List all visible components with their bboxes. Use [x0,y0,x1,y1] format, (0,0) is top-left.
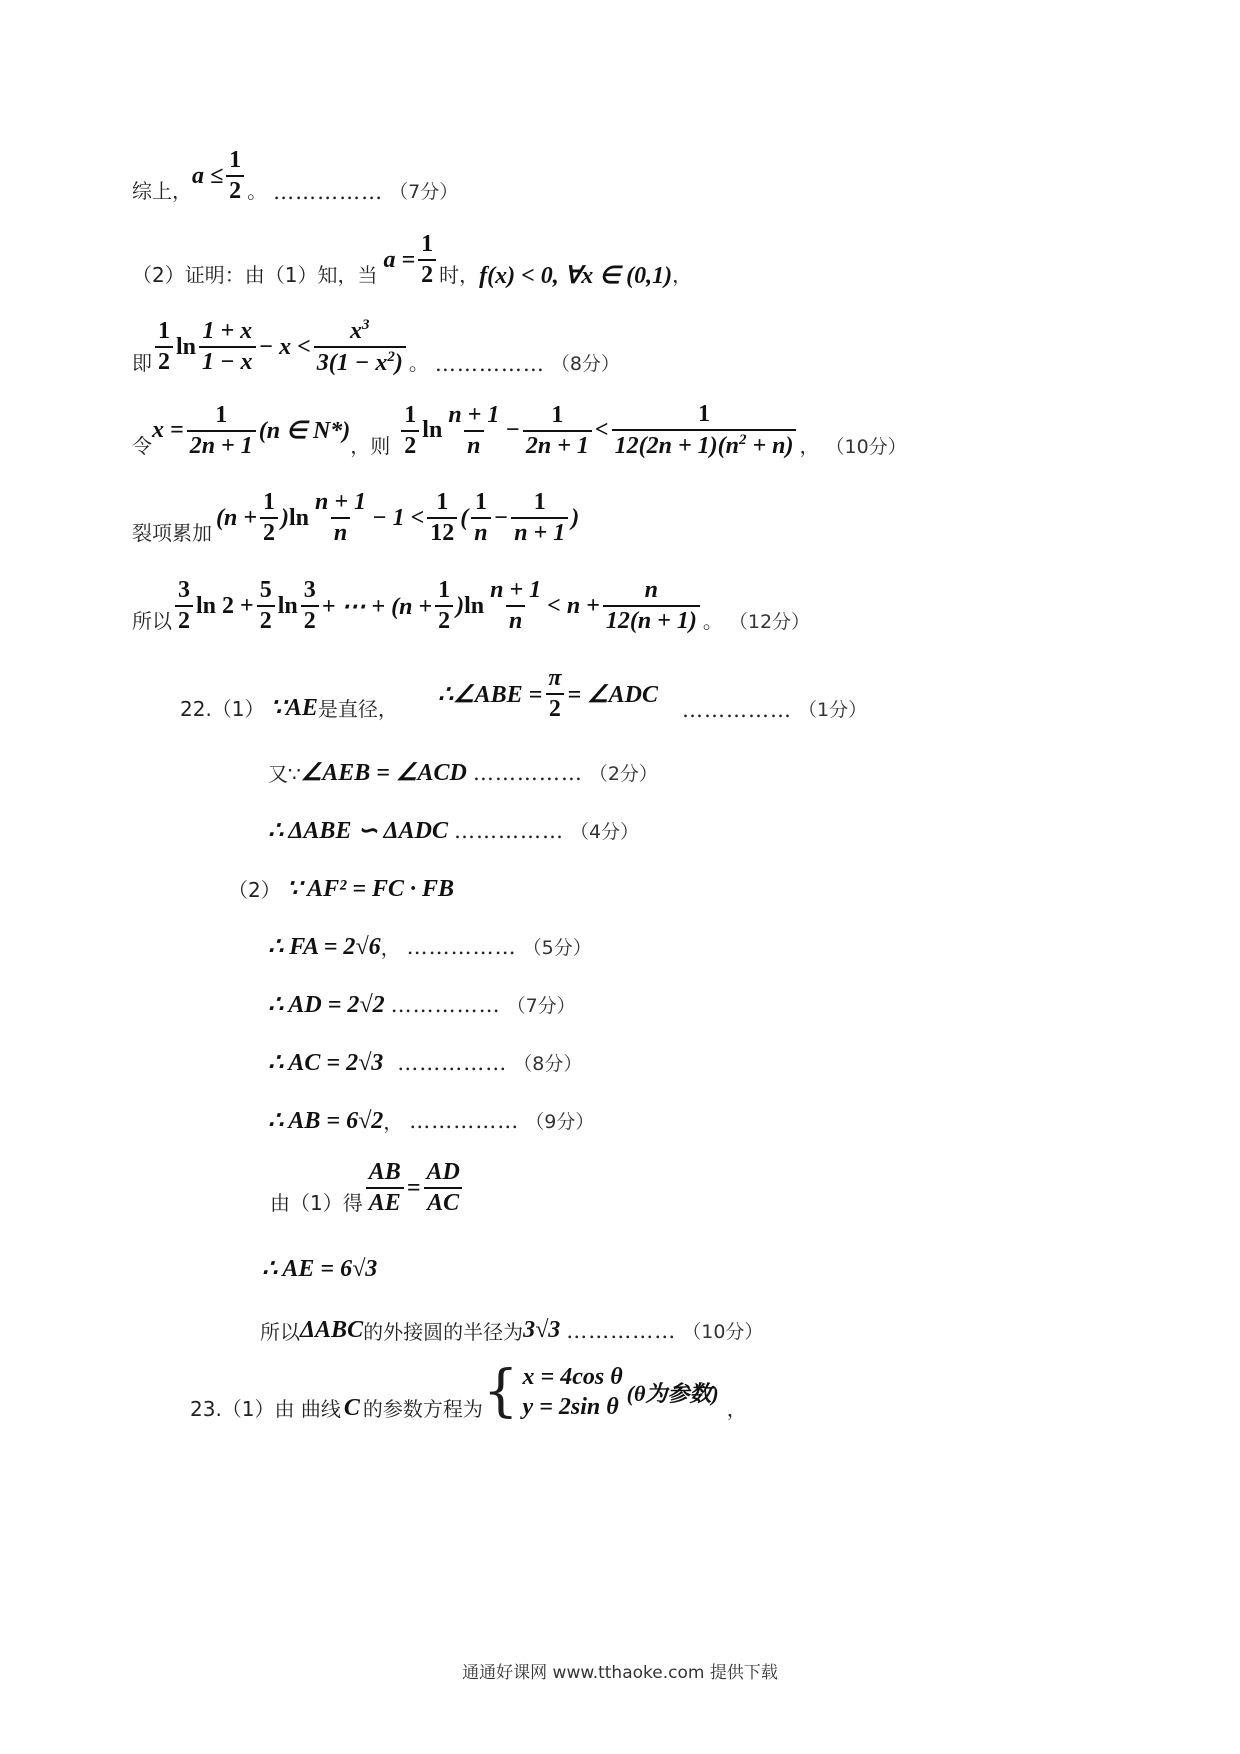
text-mid: ，则 [350,434,391,459]
line-ac [268,1048,582,1077]
math-ln: ln [176,333,197,360]
math-n-in-N: (n ∈ N*) [258,418,351,445]
line-fa [268,932,592,961]
text-suffix: ， [726,1397,747,1421]
math-ln: ln [422,417,443,444]
text-question-number: 22.（1） [180,697,265,722]
math-eq: = [406,1174,421,1201]
math-open-paren: ( [460,504,469,531]
math-eq-y: y = 2sin θ [522,1394,619,1420]
math-triangle-abc: ΔABC [300,1317,364,1343]
frac-one-over-2n1b: $\frac{1}{2n + 1}$ [523,403,592,459]
math-eq-x: x = 4cos θ [522,1364,623,1390]
math-angle-adc: = ∠ADC [567,681,658,708]
score: （2分） [588,763,658,785]
text-prefix: （2）证明：由（1）知，当 [132,263,378,288]
footer-source: 通通好课网 www.tthaoke.com 提供下载 [462,1663,778,1683]
frac-one-over-2n1: $\frac{1}{2n + 1}$ [187,403,256,459]
score: （5分） [522,937,592,959]
math-similar: ∴ ΔABE ∽ ΔADC [268,818,448,844]
dots: …………… [566,1318,677,1343]
frac-n1-over-n: $\frac{n + 1}{n}$ [448,401,500,459]
math-lt-n-plus: < n + [547,592,600,619]
frac-1px-1mx: $\frac{1 + x}{1 - x}$ [199,319,256,375]
text-suffix: ， [672,263,693,288]
text-sep: ， [380,936,401,960]
text-prefix: 即 [132,351,152,376]
text-so: 所以 [260,1320,300,1344]
text-prefix: 所以 [132,609,172,634]
dots: …………… [406,934,517,959]
frac-3-2: $\frac{3}{2}$ [175,578,193,634]
math-fx-condition: f(x) < 0, ∀x ∈ (0,1) [479,263,673,290]
math-ellipsis: + ⋯ + (n + [321,593,433,620]
frac-one-half: $\frac{1}{2}$ [155,319,173,375]
text-prefix: 综上， [132,179,192,204]
math-ln2-plus: ln 2 + [196,592,254,619]
math-minus-x-lt: − x < [258,333,311,360]
dots: …………… [434,352,545,377]
line-23-1 [190,1359,747,1424]
math-paren-ln: )ln [281,504,310,531]
frac-ab-ae: $\frac{AB}{AE}$ [366,1160,404,1216]
dots: …………… [273,180,384,205]
math-paren-ln: )ln [456,592,485,619]
frac-one-half: $\frac{1}{2}$ [418,232,436,288]
math-minus-one-lt: − 1 < [372,504,425,531]
text-part-number: （2） [228,878,281,902]
dots: …………… [681,698,792,723]
math-minus: − [505,417,520,444]
line-telescoping [132,490,579,546]
text-suffix: 。 [408,351,429,376]
line-similar [268,816,639,845]
frac-5-2: $\frac{5}{2}$ [257,578,275,634]
equation-system [523,1362,623,1422]
line-conclusion-a [132,148,458,204]
math-fa: ∴ FA = 2√6 [268,934,381,960]
line-proof-intro [132,232,692,288]
line-circumradius [260,1316,763,1345]
frac-one-half: $\frac{1}{2}$ [435,578,453,634]
text-prefix: 令 [132,434,152,459]
score: （8分） [550,353,620,376]
line-22-2 [228,874,454,903]
math-ad: ∴ AD = 2√2 [268,992,385,1018]
line-ae [262,1254,377,1283]
frac-n1-over-n: $\frac{n + 1}{n}$ [315,489,367,547]
math-n-plus: (n + [216,504,258,531]
score: （8分） [513,1053,583,1075]
frac-one-over-12: $\frac{1}{12}$ [427,490,457,546]
frac-pi-2: $\frac{\pi}{2}$ [545,666,564,722]
math-because: ∵ [270,695,286,722]
math-a-eq: a = [383,246,416,273]
dots: …………… [472,760,583,785]
text-from-1: 由（1）得 [270,1191,363,1216]
line-ab [268,1106,594,1135]
text-also-because: 又∵ [268,762,301,786]
frac-rhs-12: $\frac{1}{12(2n + 1)(n^2 + n)}$ [612,402,797,459]
math-curve-c: C [343,1395,360,1421]
line-22-1 [180,666,867,722]
line-sum-result [132,578,810,634]
text-question-23: 23.（1）由 曲线 [190,1397,341,1421]
math-af-squared: ∵ AF² = FC · FB [286,876,455,902]
dots: …………… [390,992,501,1017]
line-substitution [132,402,907,459]
math-x-eq: x = [152,417,184,444]
math-close-paren: ) [571,504,580,531]
frac-3-2b: $\frac{3}{2}$ [301,578,319,634]
math-param-note: (θ为参数) [626,1380,719,1406]
score: （1分） [797,699,868,722]
math-therefore: ∴ [437,681,454,708]
text-diameter: 是直径， [317,697,398,722]
score: （7分） [389,181,459,204]
score: （4分） [569,821,640,843]
math-lt: < [594,417,609,444]
frac-n1-over-n: $\frac{n + 1}{n}$ [490,577,542,635]
frac-n-over-12n1: $\frac{n}{12(n + 1)}$ [603,578,700,634]
text-suffix: ， [799,434,820,459]
text-mid: 时， [439,263,480,288]
math-ln: ln [277,592,298,619]
line-ad [268,990,576,1019]
text-param-eq: 的参数方程为 [362,1397,483,1421]
math-ae-value: ∴ AE = 6√3 [262,1256,378,1282]
math-angle-abe: ∠ABE = [453,681,543,708]
math-minus: − [493,504,509,531]
frac-one-over-n: $\frac{1}{n}$ [471,490,490,546]
math-ae: AE [285,695,318,722]
dots: …………… [409,1108,520,1133]
dots: …………… [453,818,564,843]
text-prefix: 裂项累加 [132,521,212,546]
score: （7分） [506,995,576,1017]
score: （10分） [825,436,907,459]
text-circumradius: 的外接圆的半径为 [363,1320,524,1344]
frac-one-half: $\frac{1}{2}$ [226,148,244,204]
line-from-1 [270,1160,466,1216]
math-angle-eq: ∠AEB = ∠ACD [300,760,467,786]
math-ab: ∴ AB = 6√2 [268,1108,384,1134]
frac-ad-ac: $\frac{AD}{AC}$ [423,1160,462,1216]
frac-one-over-n1: $\frac{1}{n + 1}$ [511,490,568,546]
text-suffix: 。 [702,609,723,634]
text-sep: ， [383,1110,404,1134]
frac-one-half: $\frac{1}{2}$ [401,403,419,459]
brace-icon: { [482,1359,519,1424]
line-inequality-ln [132,318,620,376]
math-ac: ∴ AC = 2√3 [268,1050,384,1076]
score: （10分） [682,1321,764,1343]
line-angle-equal [268,758,658,787]
math-radius: 3√3 [523,1317,561,1343]
score: （9分） [525,1111,595,1133]
text-suffix: 。 [247,179,268,204]
frac-one-half: $\frac{1}{2}$ [260,490,278,546]
frac-x3-over: $\frac{x^3}{3(1 - x^2)}$ [314,318,406,376]
dots: …………… [397,1050,508,1075]
score: （12分） [728,611,811,634]
math-a-leq: a ≤ [192,162,224,189]
